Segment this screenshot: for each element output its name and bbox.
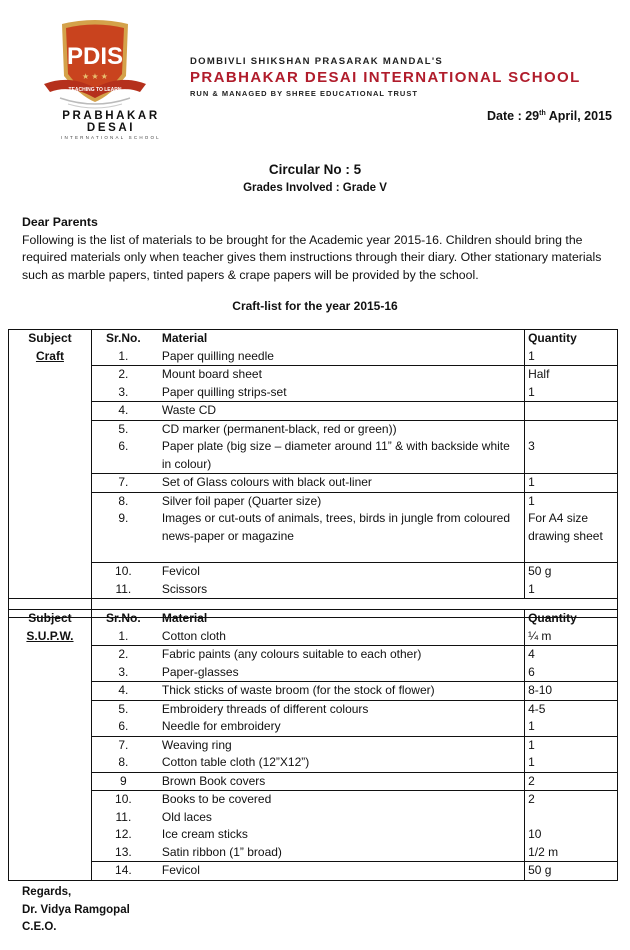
shield-icon [40, 18, 150, 113]
material-name: Images or cut-outs of animals, trees, birds in jungle from coloured news-paper or magazine [161, 511, 511, 543]
table-row [9, 563, 618, 581]
subject-cell [9, 844, 92, 862]
subject-cell [9, 438, 92, 474]
table-row [9, 492, 618, 510]
material-name: Old laces [161, 809, 212, 824]
date-sup: th [539, 109, 546, 117]
table-row [9, 718, 618, 736]
material-header: Material [152, 330, 525, 348]
quantity: 50 g [525, 862, 618, 881]
material-name: Waste CD [152, 402, 525, 421]
table-header-row [9, 610, 618, 628]
quantity: 4-5 [525, 700, 618, 718]
quantity: 6 [525, 664, 618, 682]
subject-cell [9, 492, 92, 510]
logo-caption-main: PRABHAKAR DESAI [62, 110, 160, 134]
subject-cell [9, 646, 92, 664]
quantity: 1 [525, 718, 618, 736]
quantity: Half [525, 366, 618, 384]
quantity: 2 [525, 772, 618, 791]
material-name: Paper-glasses [161, 664, 239, 679]
sr-no: 10. [91, 791, 151, 809]
material-name: Thick sticks of waste broom (for the stock of flower) [152, 682, 525, 701]
trust-name: DOMBIVLI SHIKSHAN PRASARAK MANDAL'S [190, 56, 444, 67]
quantity: 8-10 [525, 682, 618, 701]
srno-header: Sr.No. [91, 330, 151, 348]
logo-caption-sub: INTERNATIONAL SCHOOL [61, 135, 161, 140]
logo-text: PDIS [66, 43, 124, 70]
regards: Regards, [22, 886, 72, 898]
sr-no: 4. [91, 402, 151, 421]
table-row [9, 384, 618, 402]
sr-no: 13. [115, 844, 132, 859]
managed-by: RUN & MANAGED BY SHREE EDUCATIONAL TRUST [190, 89, 418, 98]
sr-no: 2. [91, 646, 151, 664]
signatory-title: C.E.O. [22, 921, 57, 933]
sr-no: 6. [118, 719, 129, 733]
sr-no: 12. [115, 827, 132, 841]
quantity: 1/2 m [525, 844, 618, 862]
material-header: Material [152, 610, 525, 628]
table-row [9, 682, 618, 701]
school-header [190, 56, 581, 98]
quantity [525, 809, 618, 827]
subject-cell [9, 474, 92, 493]
subject-cell [9, 791, 92, 809]
subject-cell [9, 736, 92, 754]
sr-no: 10. [91, 563, 151, 581]
sr-no: 14. [91, 862, 151, 881]
quantity: 2 [525, 791, 618, 809]
grades-involved: Grades Involved : Grade V [243, 182, 387, 194]
sr-no: 5. [91, 700, 151, 718]
material-name: Cotton table cloth (12”X12”) [161, 755, 310, 769]
material-name: Ice cream sticks [161, 827, 248, 841]
material-name: Set of Glass colours with black out-liner [152, 474, 525, 493]
sr-no: 6. [118, 439, 129, 453]
material-name: Embroidery threads of different colours [152, 700, 525, 718]
subject-cell [9, 664, 92, 682]
signatory-name: Dr. Vidya Ramgopal [22, 903, 130, 916]
subject-cell [9, 402, 92, 421]
sr-no: 7. [91, 474, 151, 493]
material-name: Silver foil paper (Quarter size) [152, 492, 525, 510]
table-row [9, 628, 618, 646]
subject-cell [9, 754, 92, 772]
sr-no: 1. [118, 348, 129, 363]
logo-caption [36, 110, 186, 140]
subject-cell [9, 384, 92, 402]
quantity: 1 [525, 384, 618, 402]
letter-paragraph: Following is the list of materials to be brought for the Academic year 2015-16. Children should bring the required materials only when teacher gives them instructions through their diary. Other stationary materials such as marble papers, tinted papers & crape papers will be provided by the school. [22, 232, 602, 282]
table-row [9, 474, 618, 493]
table-row [9, 844, 618, 862]
table-row [9, 420, 618, 438]
sr-no: 9 [91, 772, 151, 791]
quantity: ¼ m [525, 628, 618, 646]
subject-cell [9, 682, 92, 701]
quantity: 1 [525, 492, 618, 510]
sr-no: 2. [91, 366, 151, 384]
signature-block [22, 884, 130, 937]
sr-no: 11. [115, 809, 132, 824]
date-prefix: Date : 29 [487, 109, 540, 123]
table-row [9, 581, 618, 599]
school-name: PRABHAKAR DESAI INTERNATIONAL SCHOOL [190, 69, 581, 86]
material-name: Mount board sheet [152, 366, 525, 384]
subject-cell [9, 420, 92, 438]
salutation: Dear Parents [22, 215, 98, 229]
material-name: Paper plate (big size – diameter around 11” & with backside white in colour) [161, 439, 510, 471]
subject-cell [9, 826, 92, 844]
quantity: For A4 size drawing sheet [525, 510, 618, 563]
quantity: 1 [525, 754, 618, 772]
table-row [9, 646, 618, 664]
subject-cell [9, 581, 92, 599]
table-row [9, 772, 618, 791]
table-row [9, 809, 618, 827]
table-row [9, 664, 618, 682]
quantity: 3 [525, 438, 618, 474]
sr-no: 3. [118, 664, 129, 679]
logo-motto: TEACHING TO LEARN [68, 87, 122, 93]
sr-no: 7. [91, 736, 151, 754]
sr-no: 8. [91, 492, 151, 510]
sr-no: 3. [118, 384, 129, 399]
material-name: Weaving ring [152, 736, 525, 754]
school-logo [40, 18, 150, 113]
table-row [9, 438, 618, 474]
material-name: Fevicol [152, 862, 525, 881]
subject-cell [9, 563, 92, 581]
subject-name: S.U.P.W. [9, 628, 92, 646]
table-header-row [9, 330, 618, 348]
material-name: CD marker (permanent-black, red or green)) [152, 420, 525, 438]
table-row [9, 791, 618, 809]
subject-cell [9, 700, 92, 718]
letter-body [22, 214, 612, 284]
sr-no: 9. [118, 511, 129, 525]
circular-number: Circular No : 5 [268, 162, 362, 177]
subject-cell [9, 862, 92, 881]
table-row [9, 700, 618, 718]
material-name: Paper quilling needle [161, 348, 274, 363]
quantity: 50 g [525, 563, 618, 581]
srno-header: Sr.No. [91, 610, 151, 628]
date-suffix: April, 2015 [545, 109, 612, 123]
subject-cell [9, 718, 92, 736]
table-row [9, 402, 618, 421]
subject-header: Subject [9, 610, 92, 628]
sr-no: 5. [91, 420, 151, 438]
quantity: 1 [525, 736, 618, 754]
quantity: 1 [525, 581, 618, 599]
subject-name: Craft [9, 348, 92, 366]
material-name: Books to be covered [152, 791, 525, 809]
material-name: Brown Book covers [152, 772, 525, 791]
quantity: 1 [525, 348, 618, 366]
table-row [9, 348, 618, 366]
subject-header: Subject [9, 330, 92, 348]
material-name: Fabric paints (any colours suitable to each other) [152, 646, 525, 664]
svg-text:★ ★ ★: ★ ★ ★ [82, 72, 108, 81]
table-row [9, 754, 618, 772]
table-row [9, 366, 618, 384]
quantity: 10 [525, 826, 618, 844]
quantity: 1 [525, 474, 618, 493]
quantity [525, 420, 618, 438]
subject-cell [9, 366, 92, 384]
table-row [9, 862, 618, 881]
circular-date [487, 109, 612, 123]
material-name: Fevicol [152, 563, 525, 581]
table-row [9, 736, 618, 754]
material-name: Paper quilling strips-set [161, 384, 287, 399]
quantity [525, 402, 618, 421]
table-row [9, 826, 618, 844]
quantity-header: Quantity [525, 330, 618, 348]
sr-no: 11. [115, 581, 132, 596]
quantity-header: Quantity [525, 610, 618, 628]
material-name: Needle for embroidery [161, 719, 281, 733]
table-row [9, 510, 618, 563]
sr-no: 1. [118, 628, 129, 643]
list-title: Craft-list for the year 2015-16 [232, 299, 398, 313]
quantity: 4 [525, 646, 618, 664]
subject-cell [9, 809, 92, 827]
subject-cell [9, 510, 92, 563]
subject-cell [9, 772, 92, 791]
supw-table [8, 609, 618, 881]
material-name: Satin ribbon (1” broad) [161, 844, 282, 859]
material-name: Cotton cloth [161, 628, 226, 643]
sr-no: 4. [91, 682, 151, 701]
material-name: Scissors [161, 581, 208, 596]
sr-no: 8. [118, 755, 129, 769]
craft-table [8, 329, 618, 618]
